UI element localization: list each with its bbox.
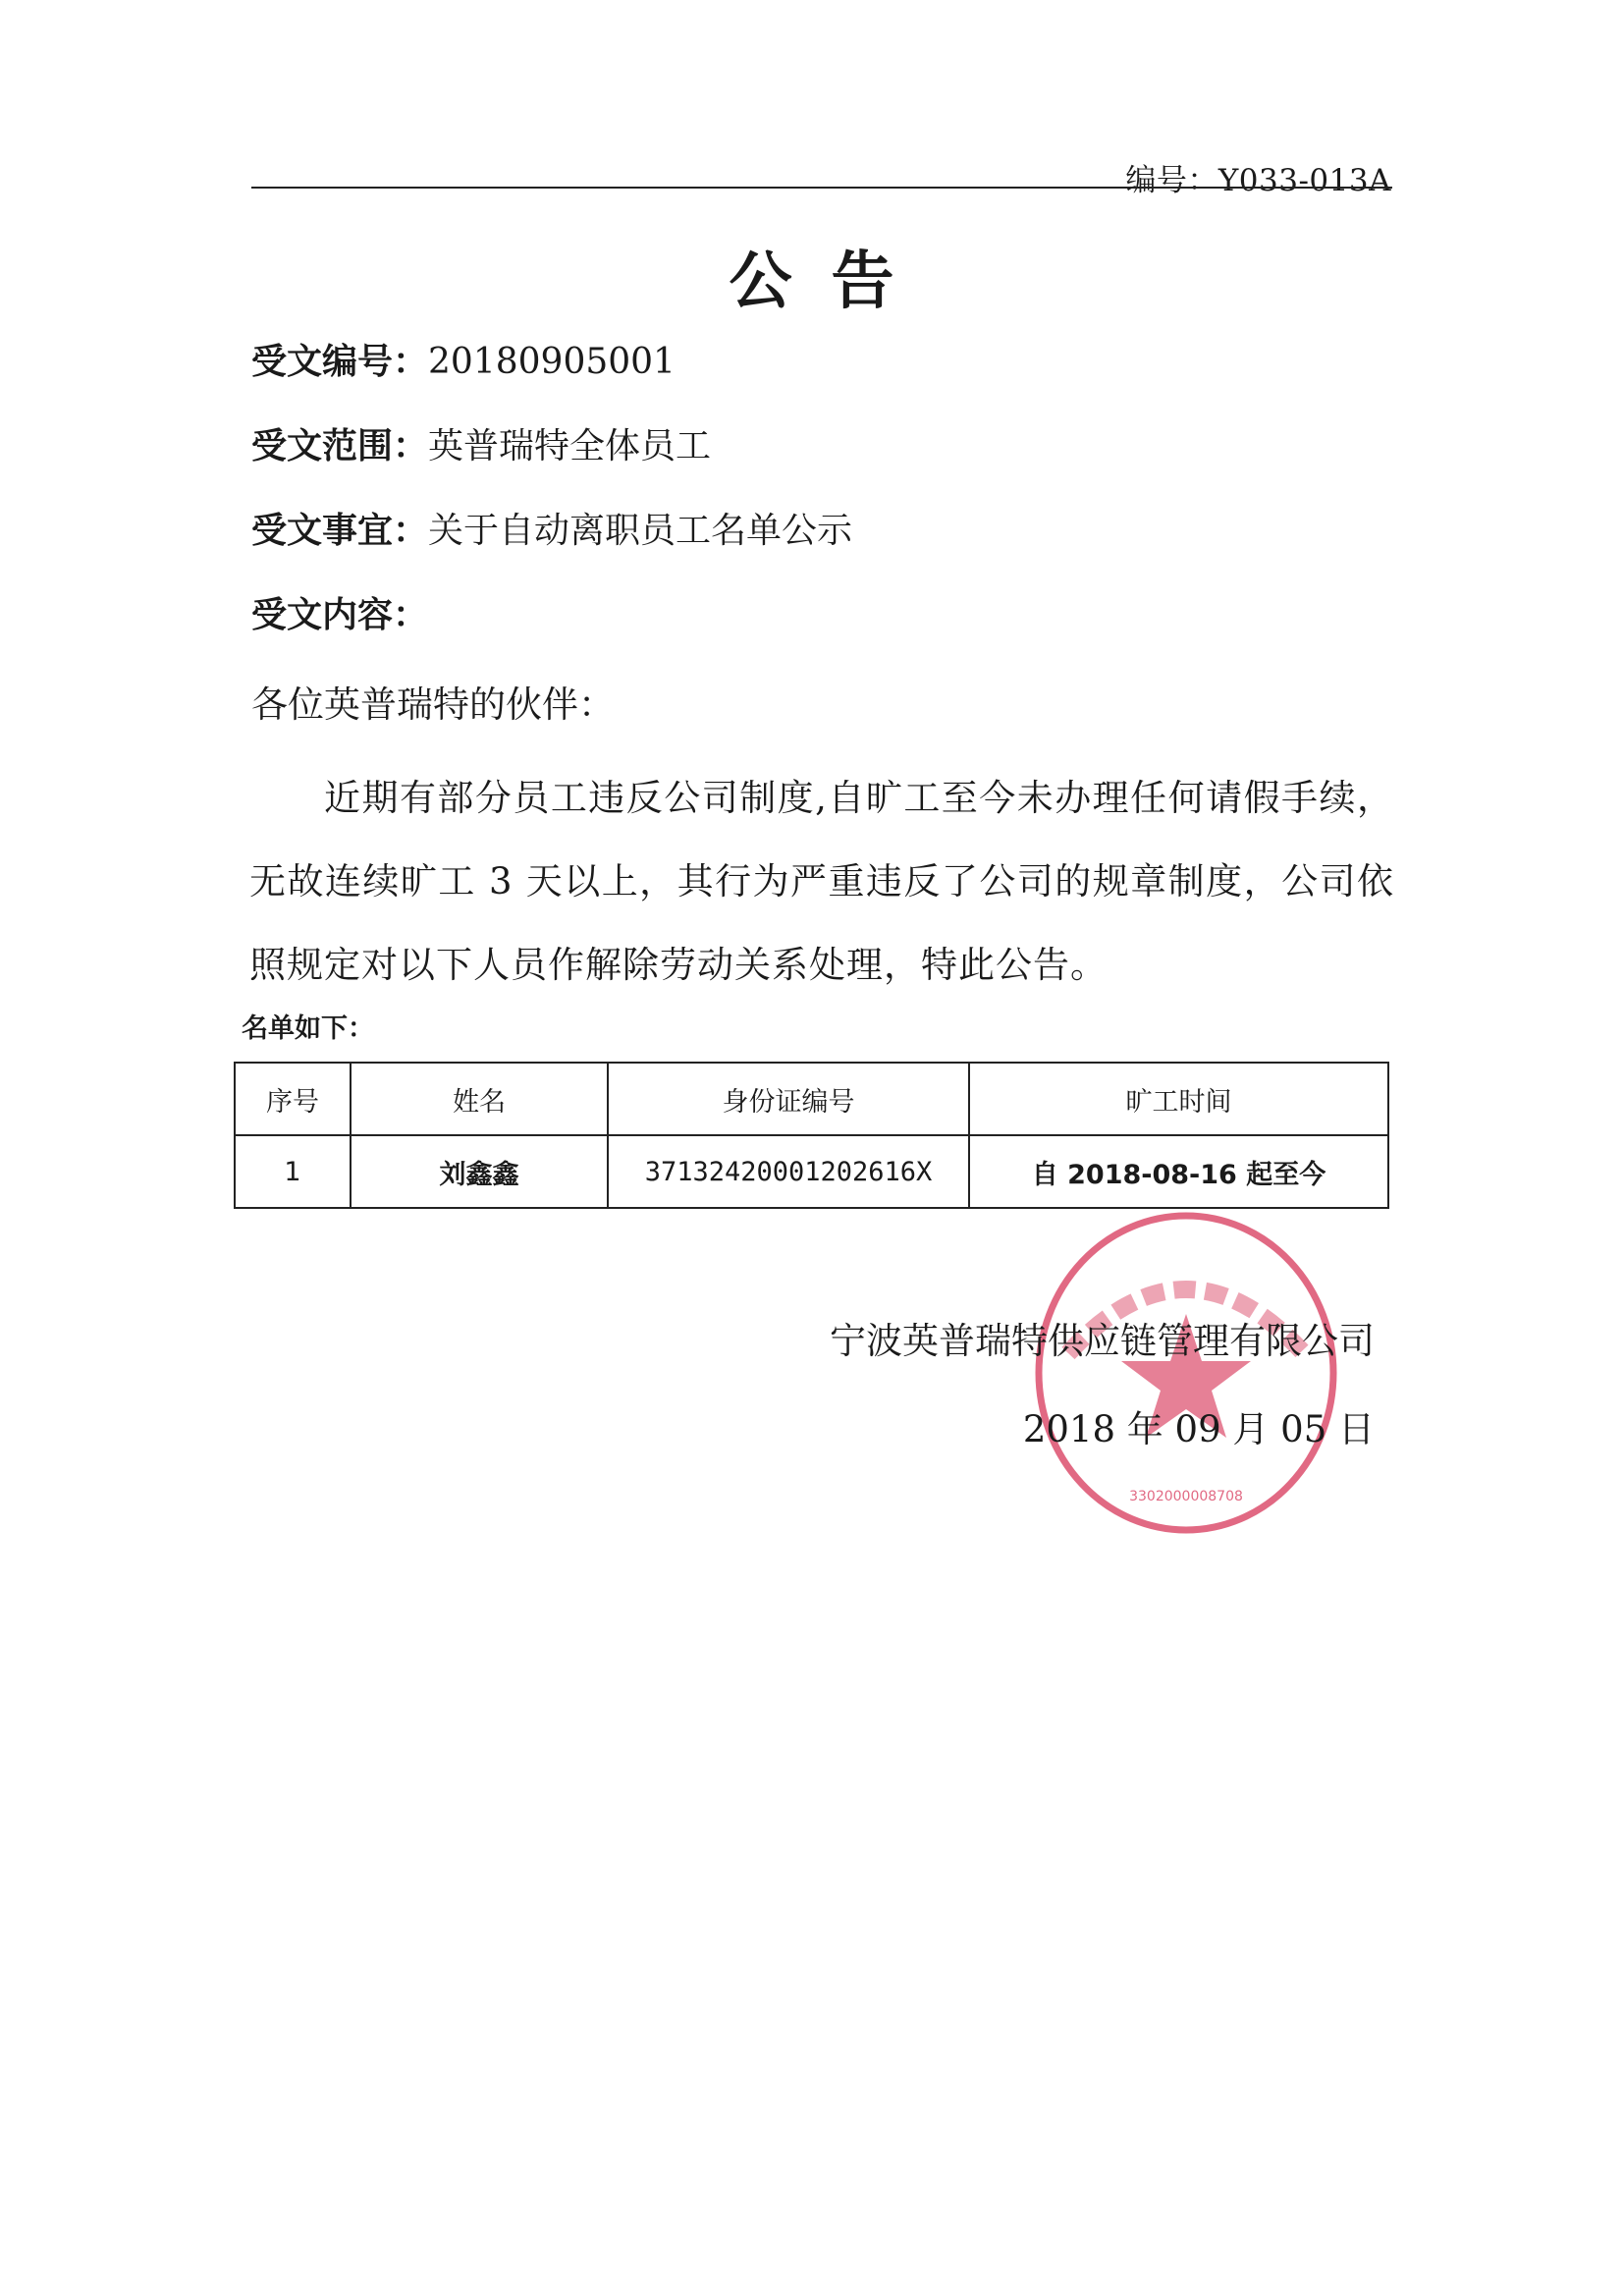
- header-rule: [251, 187, 1392, 189]
- company-seal: [1029, 1206, 1343, 1540]
- field-label: 受文范围：: [251, 425, 429, 466]
- list-caption: 名单如下：: [242, 1013, 374, 1044]
- header-index: 序号: [235, 1063, 351, 1135]
- header-absence-time: 旷工时间: [969, 1063, 1388, 1135]
- cell-name: 刘鑫鑫: [351, 1135, 608, 1208]
- header-id-number: 身份证编号: [608, 1063, 969, 1135]
- field-label: 受文内容：: [251, 594, 429, 635]
- header-name: 姓名: [351, 1063, 608, 1135]
- field-value: 关于自动离职员工名单公示: [428, 511, 853, 551]
- field-content: [251, 587, 428, 637]
- field-document-number: [251, 334, 676, 384]
- company-name: 宁波英普瑞特供应链管理有限公司: [830, 1320, 1375, 1362]
- table-header-row: [235, 1063, 1388, 1135]
- cell-id-number: 37132420001202616X: [608, 1135, 969, 1208]
- field-label: 受文编号：: [251, 341, 429, 382]
- page-title: 公告: [729, 245, 934, 318]
- cell-index: 1: [235, 1135, 351, 1208]
- field-value: 20180905001: [428, 342, 676, 382]
- seal-number: 3302000008708: [1129, 1489, 1243, 1504]
- field-subject: [251, 503, 852, 553]
- field-scope: [251, 418, 711, 468]
- cell-absence-time: 自 2018-08-16 起至今: [969, 1135, 1388, 1208]
- salutation: 各位英普瑞特的伙伴：: [251, 683, 615, 726]
- table-row: [235, 1135, 1388, 1208]
- field-value: 英普瑞特全体员工: [428, 426, 712, 466]
- names-table: [234, 1062, 1389, 1209]
- body-paragraph: 近期有部分员工违反公司制度,自旷工至今未办理任何请假手续，无故连续旷工 3 天以上，其行为严重违反了公司的规章制度，公司依照规定对以下人员作解除劳动关系处理，特此公告。: [249, 777, 1394, 986]
- doc-number: 编号：Y033-013A: [1125, 163, 1391, 198]
- signature-date: 2018 年 09 月 05 日: [1022, 1408, 1375, 1450]
- field-label: 受文事宜：: [251, 510, 429, 551]
